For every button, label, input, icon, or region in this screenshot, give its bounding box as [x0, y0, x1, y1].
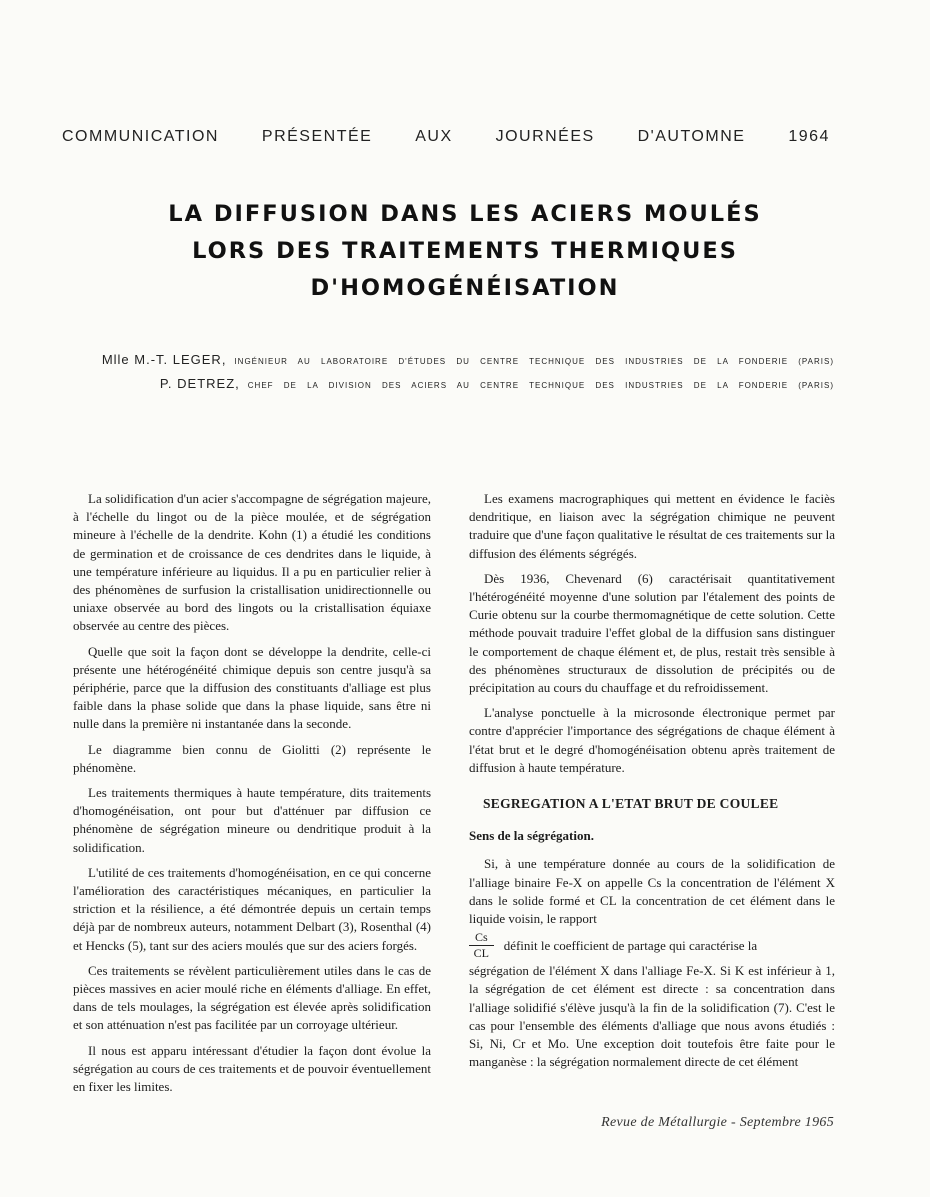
paragraph: Dès 1936, Chevenard (6) caractérisait quantitativement l'hétérogénéité moyenne d'une solution par l'étalement des points de Curie obtenu sur la courbe thermomagnétique de cette solution. Cette méthode pouvait traduire l'effet global de la diffusion sans distinguer le comportement de chaque élément et, de plus, restait très sensible à des phénomènes structuraux de dissolution de précipités ou de précipitation au cours du chauffage et du refroidissement.	[469, 570, 835, 696]
section-heading: SEGREGATION A L'ETAT BRUT DE COULEE	[483, 796, 779, 812]
paragraph: L'analyse ponctuelle à la microsonde électronique permet par contre d'apprécier l'importance des ségrégations de chaque élément à l'état brut et le degré d'homogénéisation obtenu après traitement de diffusion à haute température.	[469, 705, 835, 775]
paragraph: L'utilité de ces traitements d'homogénéisation, en ce qui concerne l'amélioration des caractéristiques mécaniques, en particulier la striction et la résilience, a été démontrée depuis un certain temps déjà par de nombreux auteurs, notamment Delbart (3), Rosenthal (4) et Hencks (5), tant sur des aciers moulés que sur des aciers forgés.	[73, 864, 431, 953]
header-word: COMMUNICATION	[62, 128, 219, 145]
subsection-heading: Sens de la ségrégation.	[469, 828, 594, 844]
fraction-denominator: CL	[473, 946, 490, 961]
paragraph: La solidification d'un acier s'accompagne de ségrégation majeure, à l'échelle du lingot ou de la pièce moulée, et de ségrégation mineure à l'échelle de la dendrite. Kohn (1) a étudié les conditions de germination et de croissance de ces dendrites dans le liquide, à une température inférieure au liquidus. Il a pu en particulier relier à des phénomènes de surfusion la cristallisation unidirectionnelle ou uniaxe observée au bord des lingots ou la cristallisation équiaxe observée au centre des pièces.	[73, 491, 431, 634]
paragraph: Les traitements thermiques à haute température, dits traitements d'homogénéisation, ont pour but d'atténuer par diffusion ce phénomène de ségrégation mineure ou dendritique produit à la solidification.	[73, 785, 431, 855]
title-line-2: LORS DES TRAITEMENTS THERMIQUES	[192, 238, 738, 264]
paragraph: Il nous est apparu intéressant d'étudier la façon dont évolue la ségrégation au cours de ces traitements et de pouvoir éventuellement en fixer les limites.	[73, 1042, 431, 1095]
fraction-text: définit le coefficient de partage qui caractérise la	[503, 937, 758, 953]
paragraph: Les examens macrographiques qui mettent en évidence le faciès dendritique, en liaison avec la ségrégation chimique ne peuvent traduire que d'une façon qualitative le résultat de ces traitements sur la diffusion des éléments ségrégés.	[469, 491, 835, 561]
author-row	[64, 376, 834, 400]
author-name: P. DETREZ,	[159, 376, 240, 391]
header-word: AUX	[415, 128, 453, 145]
header-word: PRÉSENTÉE	[261, 128, 373, 145]
author-affiliation: CHEF DE LA DIVISION DES ACIERS AU CENTRE TECHNIQUE DES INDUSTRIES DE LA FONDERIE (PARIS)	[247, 381, 834, 390]
partition-ratio	[469, 930, 494, 961]
title-line-1: LA DIFFUSION DANS LES ACIERS MOULÉS	[168, 201, 762, 227]
header-word: JOURNÉES	[495, 128, 595, 145]
author-affiliation: INGÉNIEUR AU LABORATOIRE D'ÉTUDES DU CENTRE TECHNIQUE DES INDUSTRIES DE LA FONDERIE (PARIS)	[234, 357, 834, 366]
author-block	[64, 352, 834, 400]
article-title	[100, 196, 830, 307]
conference-header	[62, 128, 830, 146]
header-word: D'AUTOMNE	[637, 128, 746, 145]
paragraph: Le diagramme bien connu de Giolitti (2) représente le phénomène.	[73, 741, 431, 775]
left-column	[73, 490, 431, 1103]
paragraph: Ces traitements se révèlent particulièrement utiles dans le cas de pièces massives en acier moulé riche en éléments d'alliage. En effet, dans de tels moulages, la ségrégation est élevée après solidification et son atténuation n'est pas facilitée par un corroyage ultérieur.	[73, 962, 431, 1033]
title-line-3: D'HOMOGÉNÉISATION	[310, 275, 620, 301]
paragraph: Si, à une température donnée au cours de la solidification de l'alliage binaire Fe-X on appelle Cs la concentration de l'élément X dans le solide formé et CL la concentration de cet élément dans le liquide voisin, le rapport	[469, 856, 835, 927]
journal-footer: Revue de Métallurgie - Septembre 1965	[601, 1115, 834, 1130]
author-name: Mlle M.-T. LEGER,	[101, 352, 227, 367]
fraction-line	[469, 930, 835, 961]
header-word: 1964	[788, 128, 830, 145]
author-row	[64, 352, 834, 376]
right-column	[469, 490, 835, 1078]
paragraph: Quelle que soit la façon dont se développe la dendrite, celle-ci présente une hétérogénéité chimique depuis son centre jusqu'à sa périphérie, parce que la diffusion des constituants d'alliage est plus faible dans la phase solide que dans la phase liquide, sans être ni nulle dans la première ni instantanée dans la seconde.	[73, 643, 431, 732]
fraction-numerator: Cs	[469, 930, 494, 946]
paragraph: ségrégation de l'élément X dans l'alliage Fe-X. Si K est inférieur à 1, la ségrégation de cet élément est directe : sa concentration dans l'alliage solidifié s'élève jusqu'à la fin de la solidification (7). C'est le cas pour l'ensemble des éléments d'alliage que nous avons étudiés : Si, Ni, Cr et Mo. Une exception doit toutefois être faite pour le manganèse : la ségrégation normalement directe de cet élément	[469, 963, 835, 1070]
